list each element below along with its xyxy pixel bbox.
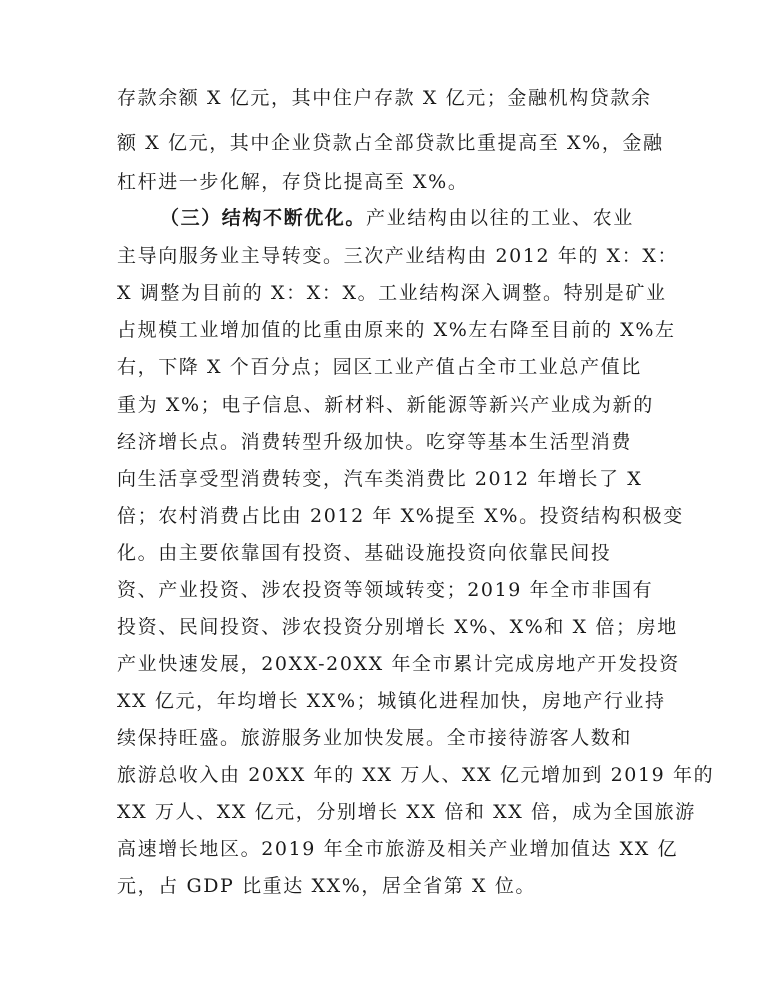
paragraph-line: 占规模工业增加值的比重由原来的 X%左右降至目前的 X%左	[117, 319, 676, 341]
paragraph-line: 资、产业投资、涉农投资等领域转变；2019 年全市非国有	[117, 579, 654, 601]
paragraph-line: 元，占 GDP 比重达 XX%，居全省第 X 位。	[117, 875, 537, 897]
paragraph-line: 投资、民间投资、涉农投资分别增长 X%、X%和 X 倍；房地	[117, 616, 678, 638]
paragraph-line: 杠杆进一步化解，存贷比提高至 X%。	[117, 171, 469, 193]
paragraph-line: X 调整为目前的 X：X：X。工业结构深入调整。特别是矿业	[117, 282, 667, 304]
paragraph-line: 主导向服务业主导转变。三次产业结构由 2012 年的 X：X：	[117, 245, 679, 267]
paragraph-line: XX 亿元，年均增长 XX%；城镇化进程加快，房地产行业持	[117, 690, 666, 712]
paragraph-line: 化。由主要依靠国有投资、基础设施投资向依靠民间投	[117, 542, 612, 564]
paragraph-line: 高速增长地区。2019 年全市旅游及相关产业增加值达 XX 亿	[117, 838, 679, 860]
paragraph-line: 右，下降 X 个百分点；园区工业产值占全市工业总产值比	[117, 356, 642, 378]
section-intro-text: 产业结构由以往的工业、农业	[366, 207, 634, 229]
paragraph-line: XX 万人、XX 亿元，分别增长 XX 倍和 XX 倍，成为全国旅游	[117, 801, 696, 823]
paragraph-line: 倍；农村消费占比由 2012 年 X%提至 X%。投资结构积极变	[117, 505, 684, 527]
paragraph-line: 续保持旺盛。旅游服务业加快发展。全市接待游客人数和	[117, 727, 633, 749]
paragraph-line: 旅游总收入由 20XX 年的 XX 万人、XX 亿元增加到 2019 年的	[117, 764, 715, 786]
paragraph-line: 向生活享受型消费转变，汽车类消费比 2012 年增长了 X	[117, 468, 643, 490]
section-heading: （三）结构不断优化。	[160, 207, 367, 229]
paragraph-line: 存款余额 X 亿元，其中住户存款 X 亿元；金融机构贷款余	[117, 87, 652, 109]
section-line	[160, 200, 634, 236]
paragraph-line: 额 X 亿元，其中企业贷款占全部贷款比重提高至 X%，金融	[117, 132, 664, 154]
paragraph-line: 经济增长点。消费转型升级加快。吃穿等基本生活型消费	[117, 431, 633, 453]
paragraph-line: 重为 X%；电子信息、新材料、新能源等新兴产业成为新的	[117, 394, 654, 416]
paragraph-line: 产业快速发展，20XX-20XX 年全市累计完成房地产开发投资	[117, 653, 680, 675]
